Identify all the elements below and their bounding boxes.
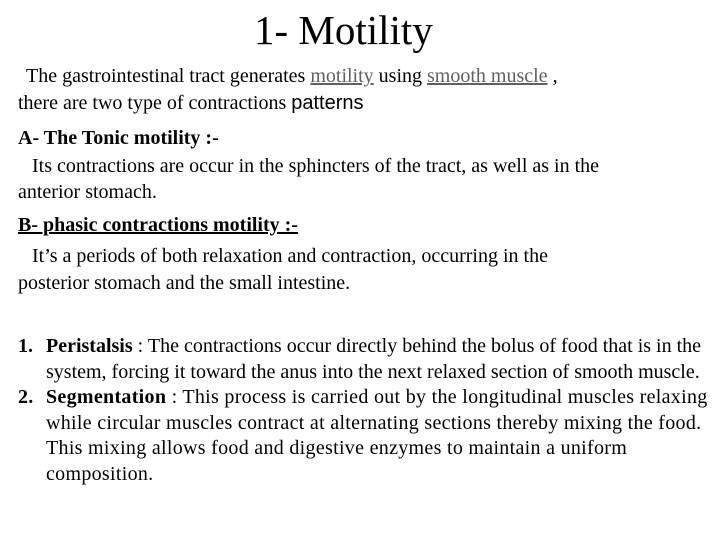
section-a-text-line-2: anterior stomach. xyxy=(18,181,157,203)
section-a-text-line-1: Its contractions are occur in the sphincters of the tract, as well as in the xyxy=(32,155,600,177)
intro-text: there are two type of contractions xyxy=(18,92,292,114)
smooth-muscle-link[interactable]: smooth muscle xyxy=(427,65,548,87)
list-item-term: Segmentation xyxy=(46,386,167,408)
intro-text: The gastrointestinal tract generates xyxy=(26,65,311,87)
list-item-number: 1. xyxy=(18,335,33,357)
intro-text-patterns: patterns xyxy=(291,92,364,114)
motility-types-list xyxy=(18,334,718,487)
intro-text: , xyxy=(547,65,558,87)
page-title: 1- Motility xyxy=(254,7,433,53)
section-b-heading: B- phasic contractions motility :- xyxy=(18,214,298,236)
section-b-text-line-1: It’s a periods of both relaxation and contraction, occurring in the xyxy=(32,245,548,267)
intro-line-1 xyxy=(26,63,558,89)
section-a-heading: A- The Tonic motility :- xyxy=(18,127,219,149)
list-item-segmentation xyxy=(18,385,718,487)
list-item-number: 2. xyxy=(18,386,34,408)
list-item-term: Peristalsis xyxy=(46,335,133,357)
motility-link[interactable]: motility xyxy=(310,65,374,87)
list-item-description: : This process is carried out by the longitudinal muscles relaxing while circular muscles contract at alternating sections thereby mixing the food. This mixing allows food and digestive enzymes to maintain a uniform composition. xyxy=(46,386,708,485)
intro-line-2 xyxy=(18,90,364,116)
list-item-description: : The contractions occur directly behind the bolus of food that is in the system, forcing it toward the anus into the next relaxed section of smooth muscle. xyxy=(46,335,702,383)
intro-text: using xyxy=(373,65,428,87)
list-item-peristalsis xyxy=(18,334,718,385)
section-b-text-line-2: posterior stomach and the small intestine. xyxy=(18,272,351,294)
